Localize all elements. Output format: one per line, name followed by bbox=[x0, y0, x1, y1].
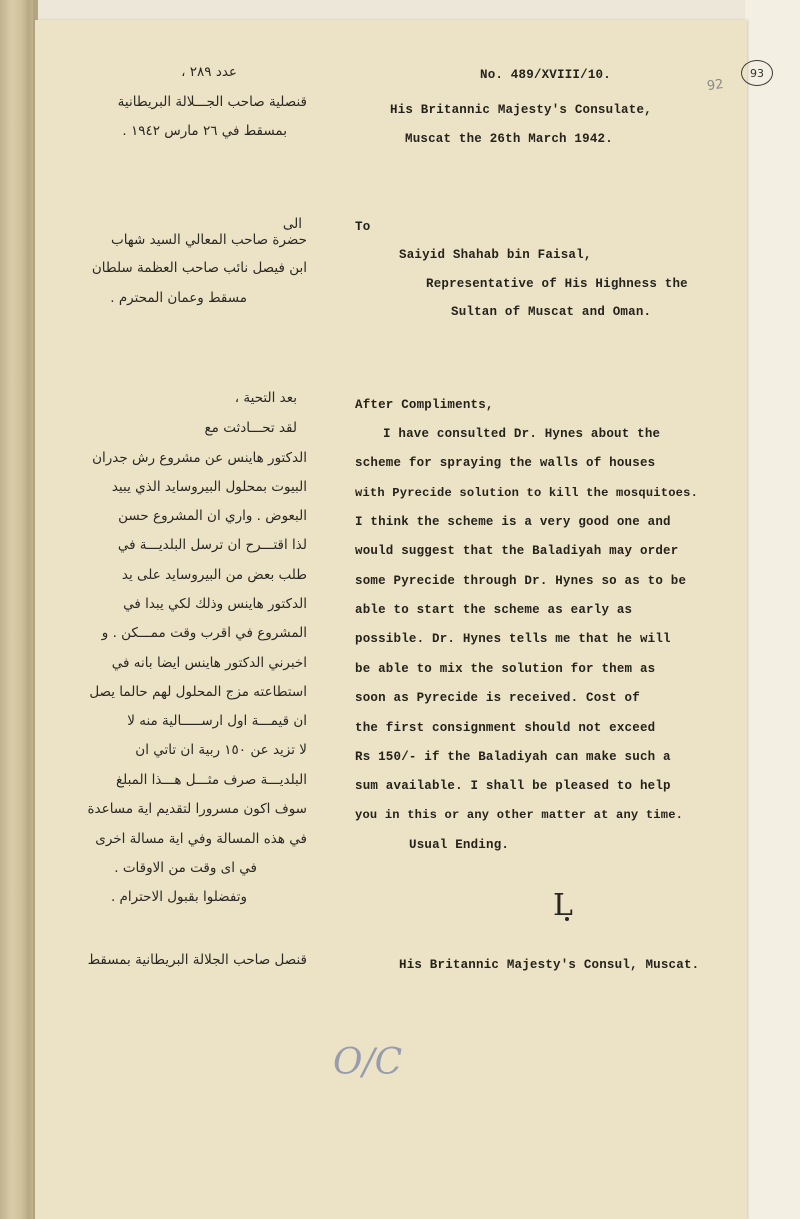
closing: Usual Ending. bbox=[409, 838, 510, 852]
arabic-body-line: البيوت بمحلول البيروسايد الذي يبيد bbox=[111, 479, 307, 495]
arabic-consulate-name: قنصلية صاحب الجـــلالة البريطانية bbox=[117, 94, 307, 110]
arabic-body-line: لا تزيد عن ١٥٠ ربية ان تاتي ان bbox=[135, 742, 307, 758]
body-line: able to start the scheme as early as bbox=[355, 603, 633, 617]
arabic-body-line: في اى وقت من الاوقات . bbox=[114, 860, 257, 876]
arabic-addressee-line: ابن فيصل نائب صاحب العظمة سلطان bbox=[91, 260, 307, 276]
arabic-body-line: اخبرني الدكتور هاينس ايضا بانه في bbox=[111, 655, 307, 671]
body-line: some Pyrecide through Dr. Hynes so as to be bbox=[355, 574, 687, 588]
arabic-body-line: المشروع في اقرب وقت ممـــكن . و bbox=[101, 625, 307, 641]
arabic-body-line: لقد تحـــادثت مع bbox=[204, 420, 297, 436]
reference-number: No. 489/XVIII/10. bbox=[480, 68, 611, 82]
to-label: To bbox=[355, 220, 371, 234]
consul-sign-off: His Britannic Majesty's Consul, Muscat. bbox=[399, 958, 700, 972]
body-line: sum available. I shall be pleased to help bbox=[355, 779, 671, 793]
arabic-body-line: في هذه المسالة وفي اية مسالة اخرى bbox=[95, 831, 307, 847]
arabic-place-date: بمسقط في ٢٦ مارس ١٩٤٢ . bbox=[122, 123, 287, 139]
body-line: scheme for spraying the walls of houses bbox=[355, 456, 656, 470]
background-margin bbox=[745, 0, 800, 1219]
arabic-sign-off: قنصل صاحب الجلالة البريطانية بمسقط bbox=[87, 952, 307, 968]
arabic-salutation: بعد التحية ، bbox=[234, 390, 297, 406]
addressee-title-line2: Sultan of Muscat and Oman. bbox=[451, 305, 652, 319]
arabic-body-line: سوف اكون مسرورا لتقديم اية مساعدة bbox=[87, 801, 307, 817]
body-line: Rs 150/- if the Baladiyah can make such a bbox=[355, 750, 671, 764]
arabic-ref-number: عدد ٢٨٩ ، bbox=[181, 64, 237, 80]
arabic-addressee-line: مسقط وعمان المحترم . bbox=[110, 290, 247, 306]
arabic-to: الى bbox=[282, 216, 302, 232]
arabic-closing: وتفضلوا بقبول الاحترام . bbox=[110, 889, 247, 905]
body-line: I think the scheme is a very good one and bbox=[355, 515, 671, 529]
body-line: soon as Pyrecide is received. Cost of bbox=[355, 691, 640, 705]
body-line: be able to mix the solution for them as bbox=[355, 662, 656, 676]
arabic-addressee-line: حضرة صاحب المعالي السيد شهاب bbox=[110, 232, 307, 248]
addressee-name: Saiyid Shahab bin Faisal, bbox=[399, 248, 592, 262]
body-line: you in this or any other matter at any time. bbox=[355, 808, 684, 822]
arabic-body-line: ان قيمـــة اول ارســـــالية منه لا bbox=[127, 713, 307, 729]
body-line: would suggest that the Baladiyah may order bbox=[355, 544, 679, 558]
addressee-title-line1: Representative of His Highness the bbox=[426, 277, 688, 291]
body-line: with Pyrecide solution to kill the mosquitoes. bbox=[355, 486, 699, 500]
arabic-body-line: الدكتور هاينس عن مشروع رش جدران bbox=[92, 450, 307, 466]
arabic-body-line: الدكتور هاينس وذلك لكي يبدا في bbox=[123, 596, 307, 612]
filing-mark: O/C bbox=[333, 1042, 403, 1083]
place-date: Muscat the 26th March 1942. bbox=[405, 132, 613, 146]
folio-stamp: 93 bbox=[741, 60, 773, 86]
salutation: After Compliments, bbox=[355, 398, 494, 412]
arabic-body-line: طلب بعض من البيروسايد على يد bbox=[121, 567, 307, 583]
arabic-body-line: البلديـــة صرف مثـــل هـــذا المبلغ bbox=[115, 772, 307, 788]
body-line: possible. Dr. Hynes tells me that he will bbox=[355, 632, 671, 646]
arabic-body-line: استطاعته مزج المحلول لهم حالما يصل bbox=[89, 684, 307, 700]
body-line: I have consulted Dr. Hynes about the bbox=[383, 427, 661, 441]
arabic-body-line: لذا اقتـــرح ان ترسل البلديـــة في bbox=[117, 537, 307, 553]
consulate-name: His Britannic Majesty's Consulate, bbox=[390, 103, 652, 117]
letter-page bbox=[35, 20, 764, 1219]
pencil-folio-number: 92 bbox=[706, 76, 725, 95]
signature-initial: L bbox=[553, 888, 573, 923]
arabic-body-line: البعوض . واري ان المشروع حسن bbox=[118, 508, 307, 524]
body-line: the first consignment should not exceed bbox=[355, 721, 656, 735]
arabic-column bbox=[35, 20, 307, 1219]
